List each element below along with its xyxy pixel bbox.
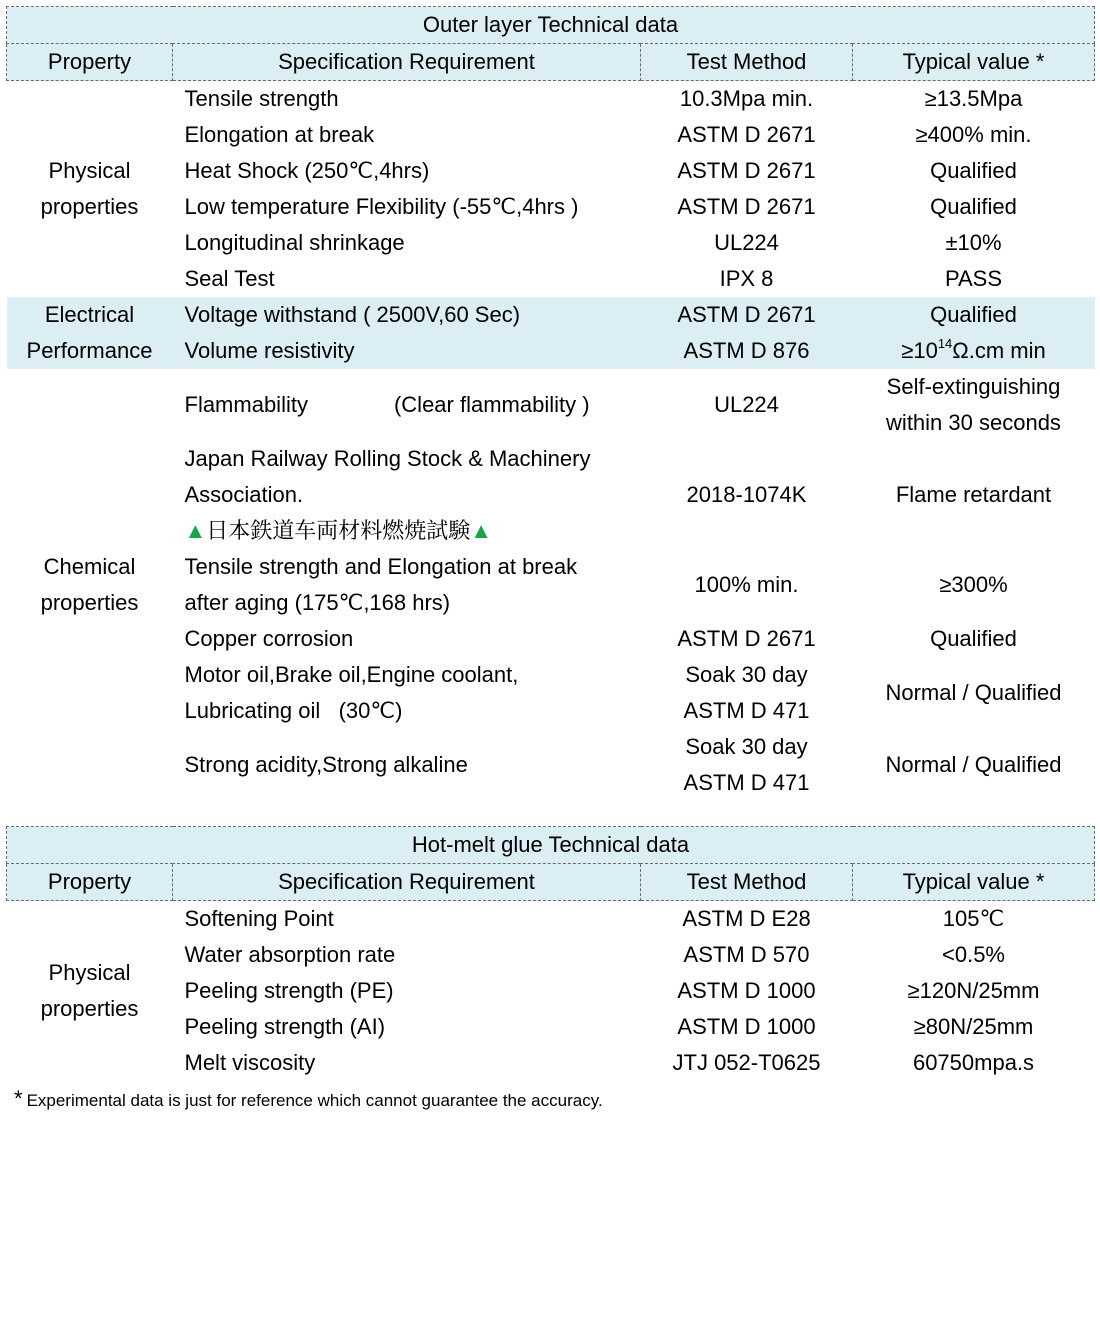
triangle-icon: ▲ [184,518,207,543]
group-chemical [7,369,173,801]
jp-test-text: 日本鉄道车両材料燃焼試験 [206,518,471,543]
jp-test-line [185,513,641,549]
group-physical [7,901,173,1082]
group-label-line: properties [40,194,139,219]
spec-cell: Softening Point [184,906,334,931]
method-line: Soak 30 day [685,734,808,759]
value-cell [853,369,1095,441]
value-line: within 30 seconds [886,410,1061,435]
group-label-line: Electrical [44,302,135,327]
group-label-line: properties [40,996,139,1021]
spec-line: after aging (175℃,168 hrs) [184,590,451,615]
value-cell: Qualified [930,626,1017,651]
method-cell [641,657,853,729]
spec-cell: Seal Test [184,266,275,291]
method-cell: 100% min. [694,572,799,597]
header-test-method: Test Method [641,44,853,81]
spec-line: Japan Railway Rolling Stock & Machinery [184,446,591,471]
value-cell: PASS [944,266,1003,291]
value-cell: 60750mpa.s [912,1050,1035,1075]
spec-line: Motor oil,Brake oil,Engine coolant, [184,662,519,687]
table-row [7,81,1095,118]
value-cell: 105℃ [942,906,1005,931]
method-cell: ASTM D 2671 [677,122,816,147]
table-row [7,369,1095,441]
value-cell: Flame retardant [895,482,1052,507]
spec-cell: Melt viscosity [184,1050,316,1075]
spec-note: (Clear flammability ) [393,392,590,417]
spec-text: Flammability [184,392,308,417]
spec-cell: Heat Shock (250℃,4hrs) [184,158,430,183]
footnote-star: * [14,1086,23,1111]
header-spec: Specification Requirement [173,44,641,81]
footnote-text: Experimental data is just for reference which cannot guarantee the accuracy. [26,1091,603,1110]
method-cell: ASTM D 2671 [641,297,853,333]
triangle-icon: ▲ [470,518,493,543]
method-cell [641,729,853,801]
value-cell: ≥80N/25mm [913,1014,1034,1039]
header-test-method: Test Method [641,864,853,901]
spec-line: Tensile strength and Elongation at break [184,554,578,579]
group-label-line: Chemical [43,554,136,579]
method-cell: UL224 [714,230,779,255]
spec-cell: Water absorption rate [184,942,396,967]
spec-cell [173,657,641,729]
group-electrical [7,297,173,369]
header-property: Property [7,864,173,901]
method-cell: IPX 8 [719,266,774,291]
value-cell: ≥13.5Mpa [924,86,1023,111]
table-row [7,297,1095,333]
group-physical [7,81,173,298]
value-cell: Qualified [930,194,1017,219]
group-label-line: properties [40,590,139,615]
spec-cell: Elongation at break [184,122,375,147]
method-cell: ASTM D 1000 [677,1014,816,1039]
group-label-line: Performance [26,338,153,363]
method-cell: ASTM D 2671 [677,626,816,651]
group-label-line: Physical [48,960,131,985]
spec-cell: Strong acidity,Strong alkaline [184,752,468,777]
spec-cell: Longitudinal shrinkage [184,230,405,255]
spec-cell [173,549,641,621]
method-cell: 2018-1074K [686,482,807,507]
spec-cell: Volume resistivity [173,333,641,369]
value-cell: Qualified [930,158,1017,183]
spec-cell: Voltage withstand ( 2500V,60 Sec) [173,297,641,333]
spec-cell: Low temperature Flexibility (-55℃,4hrs ) [184,194,579,219]
spec-cell [173,441,641,549]
outer-layer-table [6,6,1095,801]
glue-table-title: Hot-melt glue Technical data [7,827,1095,864]
value-cell: ≥400% min. [915,122,1032,147]
value-cell: <0.5% [942,942,1005,967]
spec-cell [173,369,641,441]
spec-cell: Peeling strength (PE) [184,978,394,1003]
value-cell: ≥300% [939,572,1008,597]
header-typical-value: Typical value * [853,44,1095,81]
value-cell: ≥120N/25mm [907,978,1040,1003]
spec-cell: Peeling strength (AI) [184,1014,386,1039]
header-typical-value: Typical value * [853,864,1095,901]
value-cell: Normal / Qualified [885,680,1062,705]
value-cell [853,333,1095,369]
method-cell: ASTM D 1000 [677,978,816,1003]
value-suffix: Ω.cm min [952,338,1046,363]
method-cell: ASTM D E28 [682,906,811,931]
method-cell: ASTM D 570 [683,942,810,967]
spec-cell: Tensile strength [184,86,339,111]
footnote [14,1086,603,1112]
header-property: Property [7,44,173,81]
value-cell: Normal / Qualified [885,752,1062,777]
header-spec: Specification Requirement [173,864,641,901]
group-label-line: Physical [48,158,131,183]
value-cell: Qualified [853,297,1095,333]
spec-line: Lubricating oil (30℃) [184,698,403,723]
spec-cell: Copper corrosion [184,626,354,651]
outer-table-title: Outer layer Technical data [7,7,1095,44]
method-cell: ASTM D 2671 [677,158,816,183]
method-cell: 10.3Mpa min. [679,86,814,111]
method-cell: ASTM D 876 [641,333,853,369]
spec-line: Association. [184,482,304,507]
method-cell: UL224 [714,392,779,417]
method-line: ASTM D 471 [683,770,810,795]
method-line: Soak 30 day [685,662,808,687]
value-prefix: ≥10 [901,338,938,363]
method-cell: JTJ 052-T0625 [672,1050,821,1075]
table-row [7,901,1095,938]
method-line: ASTM D 471 [683,698,810,723]
value-exponent: 14 [937,335,953,351]
value-line: Self-extinguishing [886,374,1061,399]
hot-melt-glue-table [6,826,1095,1081]
method-cell: ASTM D 2671 [677,194,816,219]
value-cell: ±10% [945,230,1002,255]
